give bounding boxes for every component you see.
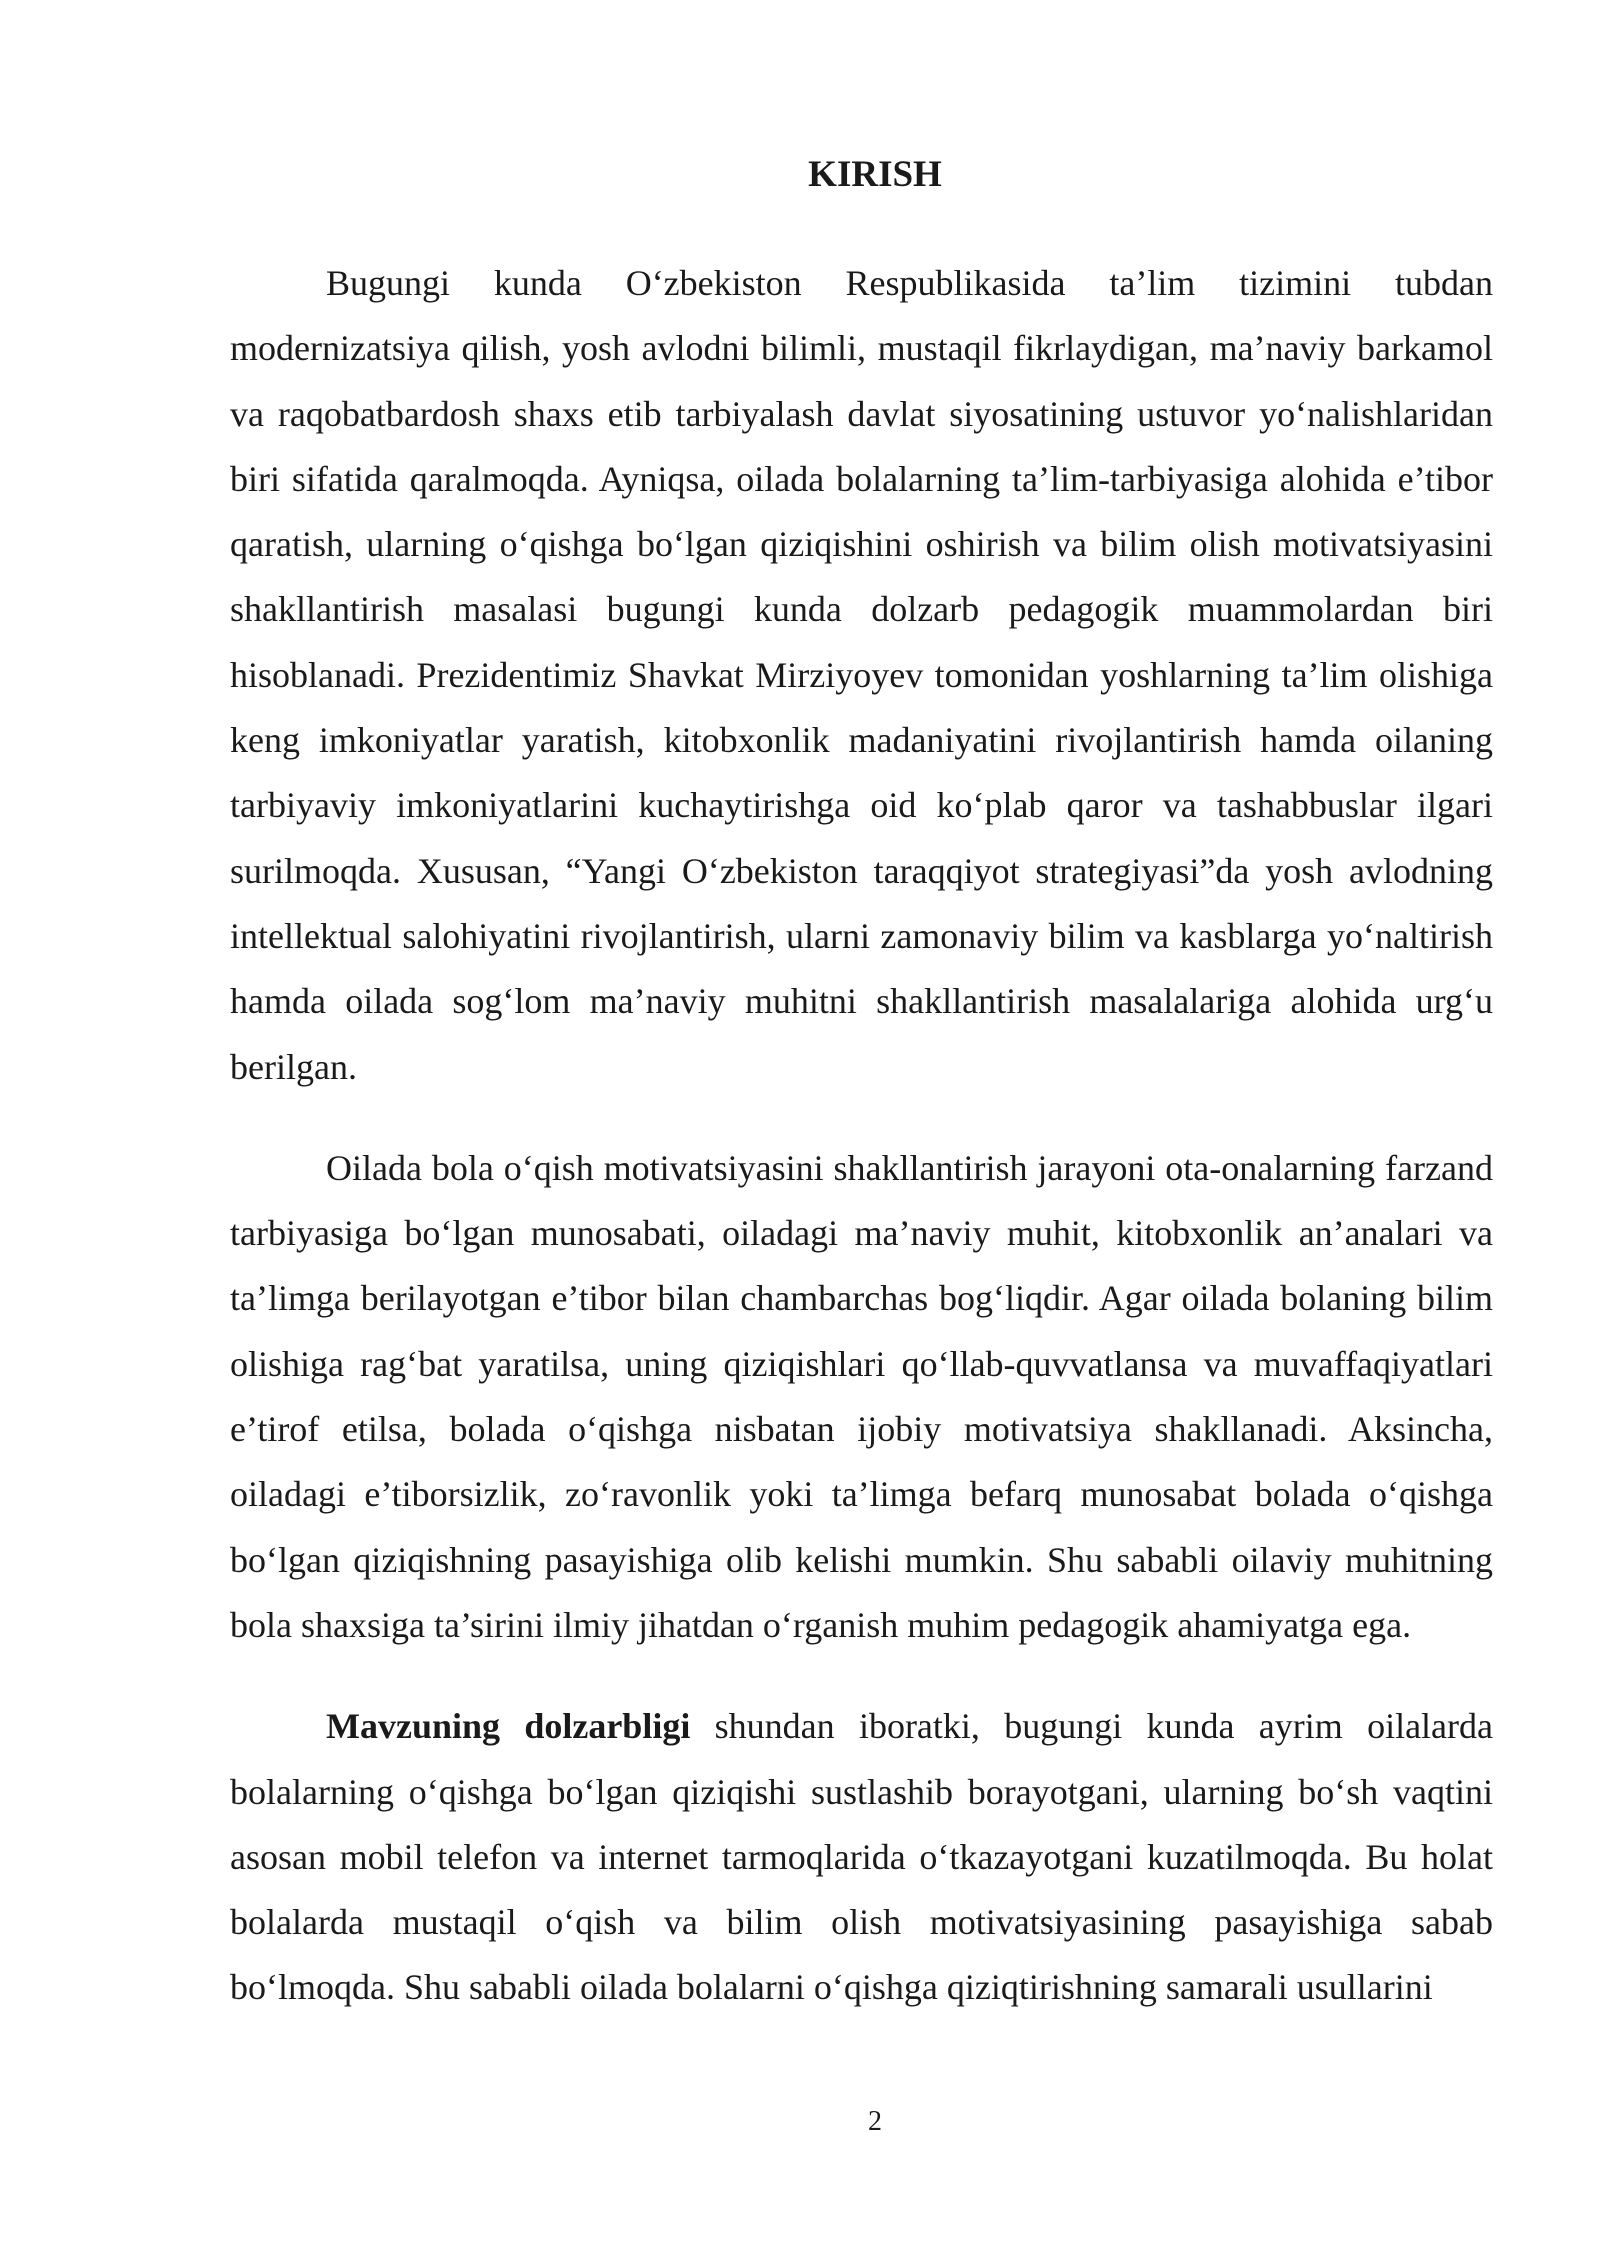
page-number: 2 xyxy=(868,2106,882,2137)
paragraph-3-lead: Mavzuning dolzarbligi xyxy=(326,1706,691,1747)
paragraph-2 xyxy=(230,1136,1493,1658)
page-title: KIRISH xyxy=(808,154,942,195)
paragraph-3-text: shundan iboratki, bugungi kunda ayrim oilalarda bolalarning o‘qishga bo‘lgan qiziqishi sustlashib borayotgani, ularning bo‘sh vaqtini asosan mobil telefon va internet tarmoqlarida o‘tkazayotgani kuzatilmoqda. Bu holat bolalarda mustaqil o‘qish va bilim olish motivatsiyasining pasayishiga sabab bo‘lmoqda. Shu sababli oilada bolalarni o‘qishga qiziqtirishning samarali usullarini xyxy=(230,1706,1494,2008)
paragraph-1 xyxy=(230,251,1493,1100)
paragraph-2-text: Oilada bola o‘qish motivatsiyasini shakllantirish jarayoni ota-onalarning farzand tarbiyasiga bo‘lgan munosabati, oiladagi ma’naviy muhit, kitobxonlik an’analari va ta’limga berilayotgan e’tibor bilan chambarchas bog‘liqdir. Agar oilada bolaning bilim olishiga rag‘bat yaratilsa, uning qiziqishlari qo‘llab-quvvatlansa va muvaffaqiyatlari e’tirof etilsa, bolada o‘qishga nisbatan ijobiy motivatsiya shakllanadi. Aksincha, oiladagi e’tiborsizlik, zo‘ravonlik yoki ta’limga befarq munosabat bolada o‘qishga bo‘lgan qiziqishning pasayishiga olib kelishi mumkin. Shu sababli oilaviy muhitning bola shaxsiga ta’sirini ilmiy jihatdan o‘rganish muhim pedagogik ahamiyatga ega. xyxy=(230,1147,1493,1645)
paragraph-1-text: Bugungi kunda O‘zbekiston Respublikasida ta’lim tizimini tubdan modernizatsiya qilish, yosh avlodni bilimli, mustaqil fikrlaydigan, ma’naviy barkamol va raqobatbardosh shaxs etib tarbiyalash davlat siyosatining ustuvor yo‘nalishlaridan biri sifatida qaralmoqda. Ayniqsa, oilada bolalarning ta’lim-tarbiyasiga alohida e’tibor qaratish, ularning o‘qishga bo‘lgan qiziqishini oshirish va bilim olish motivatsiyasini shakllantirish masalasi bugungi kunda dolzarb pedagogik muammolardan biri hisoblanadi. Prezidentimiz Shavkat Mirziyoyev tomonidan yoshlarning ta’lim olishiga keng imkoniyatlar yaratish, kitobxonlik madaniyatini rivojlantirish hamda oilaning tarbiyaviy imkoniyatlarini kuchaytirishga oid ko‘plab qaror va tashabbuslar ilgari surilmoqda. Xususan, “Yangi O‘zbekiston taraqqiyot strategiyasi”da yosh avlodning intellektual salohiyatini rivojlantirish, ularni zamonaviy bilim va kasblarga yo‘naltirish hamda oilada sog‘lom ma’naviy muhitni shakllantirish masalalariga alohida urg‘u berilgan. xyxy=(230,263,1493,1087)
body-text xyxy=(230,251,1493,2021)
paragraph-3 xyxy=(230,1694,1493,2020)
